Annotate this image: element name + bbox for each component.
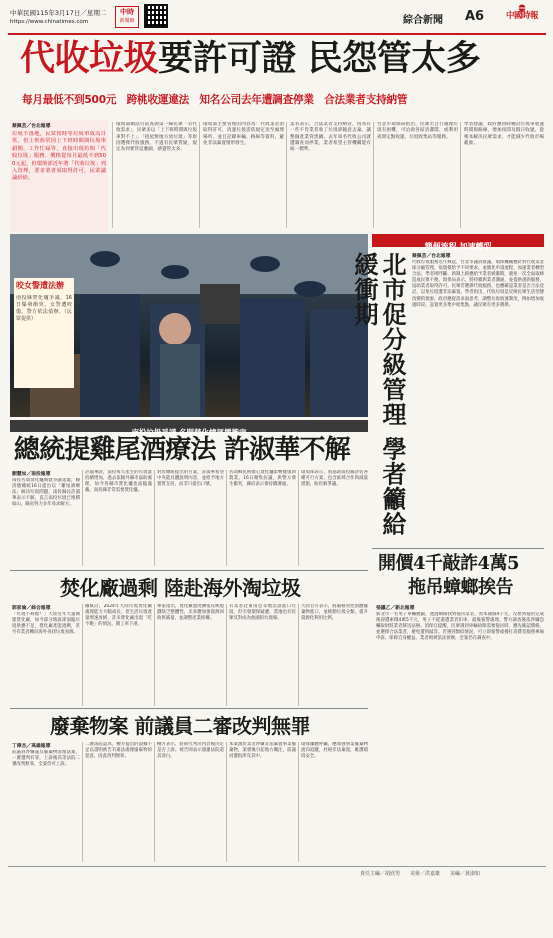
waste-body-col-3: 檢方表示，將研究判決內容後決定是否上訴。被告則表示感謝法院還其清白。	[154, 742, 224, 862]
towing-headline-1: 開價4千敲詐4萬5	[378, 553, 520, 574]
overseas-headline: 焚化廠過剩 陸赴海外淘垃圾	[60, 576, 301, 600]
divider	[10, 570, 368, 571]
nantou-headline: 總統提雞尾酒療法 許淑華不解	[14, 435, 350, 465]
nantou-body-col-5: 環境部表示，將協助南投縣評估各種可行方案，包含區域合作與減量措施，盼化解爭議。	[298, 470, 368, 566]
logo-text: 中國時報	[505, 11, 538, 21]
nantou-author: 劉慧如／南投報導	[12, 472, 51, 477]
nantou-body-col-2: 許淑華說，南投每天產生的垃圾量持續增加，過去依賴外縣市協助處理，如今各縣市焚化爐也面臨滿載，南投縣非常需要焚化爐。	[82, 470, 152, 566]
lead-subhead: 每月最低不到500元 跨桃收運違法 知名公司去年遭調查停業 合法業者支持納管	[22, 94, 408, 106]
lead-headline	[20, 38, 480, 80]
waste-body-col-4: 本案源於業者涉嫌非法棄置事業廢棄物，案發後引起地方關注，前議員遭指涉及其中。	[226, 742, 296, 862]
waste-body-col-5: 環保團體呼籲，應加強事業廢棄物流向追蹤，杜絕非法棄置，維護環境安全。	[298, 742, 368, 862]
overseas-body-col-5: 大陸官方表示，將嚴格管控固體廢棄物進口，並推動垃圾分類，提升資源化利用比例。	[298, 604, 368, 706]
trend-author: 蔡佩芸／台北報導	[412, 254, 451, 259]
page-number: A6	[465, 9, 485, 24]
overseas-body-col-2: 據統計，2024年大陸垃圾焚化廠處理能力大幅成長，但生活垃圾產量增速放緩，許多焚化廠出現「吃不飽」的情況，開工率下滑。	[82, 604, 152, 706]
lead-body-col-1: 環境部網站目前查詢第一線民眾「有代收需求」，民眾多以「上下班時間與垃圾車對不上」、「租屋無地方放垃圾」等原因選擇代收服務。不過有民眾質疑，規定為何要管這麼細，感覺管太多。	[112, 122, 197, 228]
towing-body: 新北市一名男子車輛拋錨，透過網路找到拖吊業者，原本開價4千元，沒想到拖吊完成後卻遭索價4萬5千元，男子不從還遭業者扣車，最後報警處理。警方調查後依涉嫌恐嚇取財將業者移送法辦。消保官提醒，民眾遇到車輛故障需要拖吊時，應先確認價格，並選擇合法業者，避免遭到敲詐。若遇到類似情況，可立即報警或撥打消費者服務專線申訴，保障自身權益。業者則被依法偵辦，全案仍在調查中。	[376, 612, 544, 642]
waste-body-col-2: 二審法院認為，檢方提出的證據不足以證明被告有違法處理廢棄物的犯意，因此改判無罪。	[82, 742, 152, 862]
nantou-kicker: 南投垃圾爭議 名間焚化爐評擇衝突	[131, 428, 247, 437]
headline-rest: 要許可證 民怨管太多	[158, 38, 481, 79]
trend-headline: 北市促分級管理 學者籲給緩衝期	[350, 252, 407, 537]
towing-headline-2: 拖吊蟑螂挨告	[408, 577, 513, 598]
news-photo	[10, 234, 368, 417]
towing-author: 張議乙／新北報導	[376, 606, 415, 611]
trend-bar-text: 簡便流程 加速轉型	[424, 242, 492, 251]
overseas-body-col-4: 有業者赴東南亞等地洽談進口垃圾，但引發環保疑慮，當地也有民眾反對成為他國的垃圾場。	[226, 604, 296, 706]
trend-body: 代收垃圾服務近年興起，台北市議員建議，環保機關應針對代收業者採分級管理，依規模給予不同要求，並簡化申請流程，加速業者轉型合法。學者則呼籲，新制上路應給予業者緩衝期，避免一次全面取締造成民眾不便。環保局表示，將持續與業者溝通，並提供諮詢服務，協助業者取得許可。民眾若選擇代收服務，也應確認業者是否合法登記，以免垃圾遭非法棄置。學者指出，代收垃圾是反映民眾生活型態改變的現象，政府應從需求面思考，調整垃圾收運制度，例如增加收運時段、設置更多集中收集點，讓民眾有更多選擇。	[412, 260, 544, 308]
masthead-rule	[8, 33, 546, 35]
photo-inset-title: 咬女警遭法辦	[16, 281, 64, 290]
lead-author: 蔡佩芸／台北報導	[12, 124, 51, 129]
trend-bar	[372, 234, 544, 251]
overseas-author: 郭家倫／綜合報導	[12, 606, 51, 611]
overseas-body-col-3: 專家指出，焚化廠過度擴張反映規劃缺乏整體性，未來應加強資源回收與減量，並調整產業結構。	[154, 604, 224, 706]
overseas-body-col-1: 「垃圾不夠燒！」大陸近年大量興建焚化廠，如今部分地區卻面臨垃圾供應不足，焚化廠產能過剩，甚至有業者轉向海外尋找垃圾來源。	[12, 612, 80, 636]
nantou-kicker-bar	[10, 420, 368, 437]
waste-body-col-1: 前議員涉嫌違反廢棄物清理法案，一審遭判有罪，上訴後高等法院二審改判無罪，全案仍可上訴。	[12, 750, 80, 768]
lead-body-col-4: 台北市環保局指出，民眾若自行處理垃圾有困難，可洽詢各區清潔隊，或利用夜間定點收運、垃圾收集站等服務。	[373, 122, 458, 228]
waste-headline: 廢棄物案 前議員二審改判無罪	[50, 714, 310, 738]
nantou-body-col-3: 對於總統提出的方案，許淑華希望中央能具體說明內容，並給予地方實質支持，而非只提出口號。	[154, 470, 224, 566]
footer-rule	[8, 866, 546, 867]
photo-inset	[14, 278, 74, 388]
footer-credits: 責任主編／胡欣男 美術／洪嘉雄 美編／黃淑如	[360, 871, 481, 877]
lead-intro-box	[10, 120, 108, 232]
qr-code-icon[interactable]	[144, 4, 168, 28]
website[interactable]: https://www.chinatimes.com	[10, 19, 89, 25]
date-line: 中華民國115年3月17日／星期二	[10, 9, 107, 17]
nantou-body-col-4: 名間鄉民則擔心焚化爐影響健康與農業，16日聚集抗議，與警方發生衝突，縣府表示會持續溝通。	[226, 470, 296, 566]
divider	[372, 548, 544, 549]
lead-body-col-2: 環境部主要管理的內容為：代收業者須取得許可，清運垃圾需依規定送至處理場所，並且記錄車輛、路線等資料，避免非法棄置情形發生。	[199, 122, 284, 228]
chinatimes-small-logo	[115, 6, 139, 28]
small-logo-text-1: 中時	[120, 8, 134, 16]
small-logo-text-2: 新聞網	[119, 18, 135, 24]
divider	[10, 708, 368, 709]
waste-author: 丁偉杰／高雄報導	[12, 744, 51, 749]
lead-intro: 垃圾不落地，民眾按時等垃圾車成為日常，但上班族常因上下班時間與垃圾車錯開，工作忙碌等，直接出現坊間「代收垃圾」服務，價格從每月最低不到500元起，但環境部近年將「代收垃圾」列入管理，要求業者須取得許可，民眾議論紛紛。	[12, 131, 106, 182]
section-name: 綜合新聞	[403, 15, 443, 26]
photo-caption: 南投縣焚化爐爭議，16日爆發衝突，女警遭咬傷，警方依法偵辦。（民眾提供）	[16, 295, 72, 322]
lead-body-col-5: 學者建議，政府應同時檢討垃圾車收運時間與路線，增加夜間及假日收運，從根本解決民眾需求，才能減少代收市場亂象。	[460, 122, 544, 228]
china-times-logo	[500, 4, 544, 30]
lead-body-col-3: 業者表示，合法業者支持納管，因為有一些不肖業者收了垃圾卻隨意丟棄，讓整個產業背黑鍋。去年知名代收公司就遭調查而停業，業者希望主管機關能有統一標準。	[286, 122, 371, 228]
headline-red-part: 代收垃圾	[20, 38, 159, 79]
nantou-body-col-1: 南投名間焚化爐興建爭議延燒，賴清德總統16日提出以「雞尾酒療法」解決垃圾問題，南投縣長許淑華表示不解，直言南投垃圾已堆積如山，縣府努力多年尋求解方。	[12, 478, 80, 508]
